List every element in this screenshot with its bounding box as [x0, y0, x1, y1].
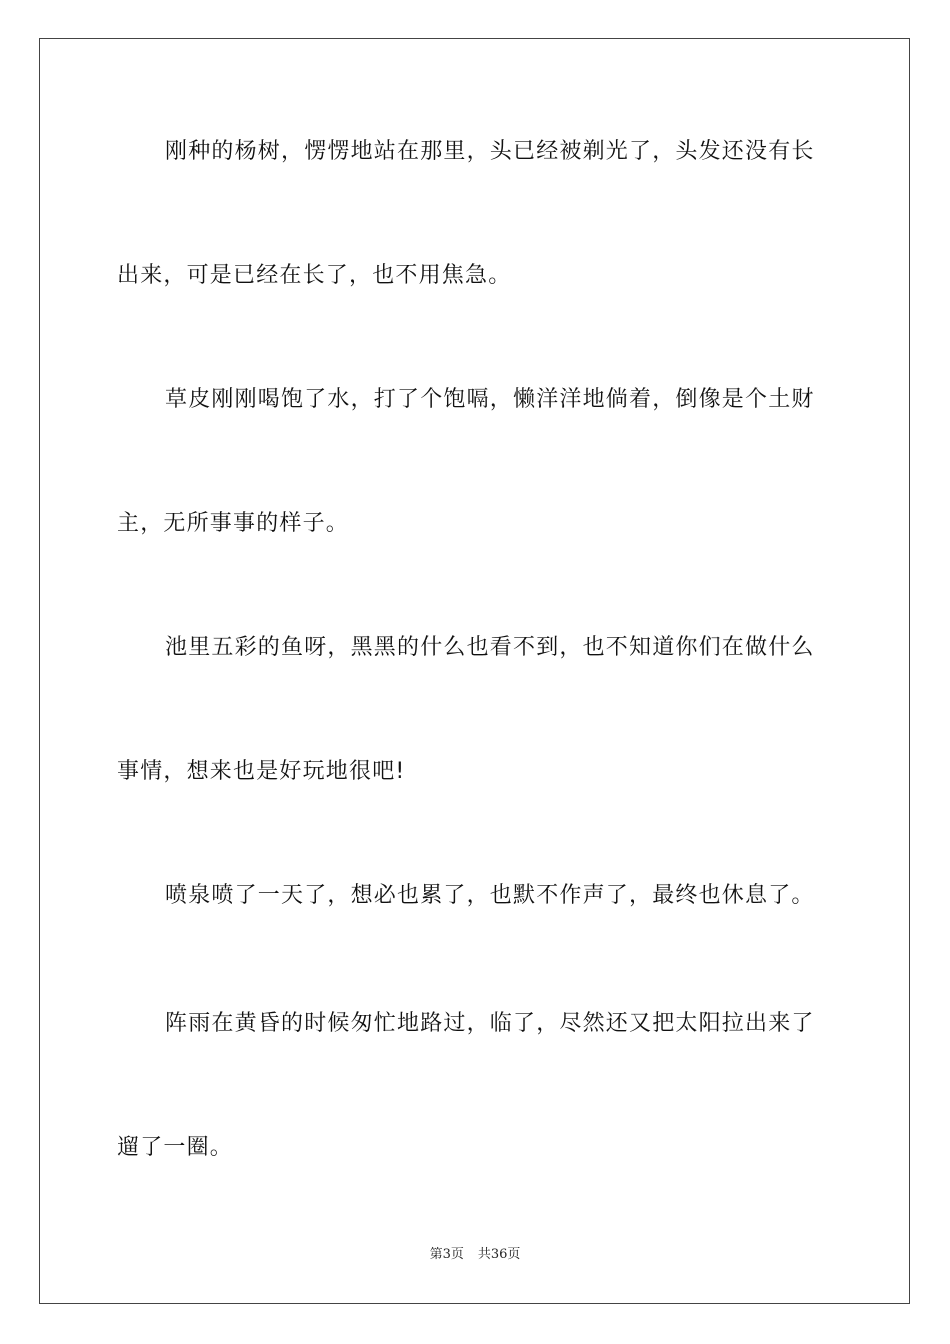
paragraph-4-line-1: 喷泉喷了一天了，想必也累了，也默不作声了，最终也休息了。	[165, 883, 815, 908]
paragraph-3-line-1: 池里五彩的鱼呀，黑黑的什么也看不到，也不知道你们在做什么	[165, 635, 815, 660]
page-footer	[0, 1246, 950, 1264]
paragraph-2-line-2: 主，无所事事的样子。	[117, 511, 350, 536]
paragraph-5-line-2: 遛了一圈。	[117, 1135, 234, 1160]
paragraph-3-line-2: 事情，想来也是好玩地很吧!	[117, 759, 406, 784]
page-frame	[39, 38, 910, 1304]
page-number: 第3页	[429, 1247, 464, 1262]
paragraph-1-line-2: 出来，可是已经在长了，也不用焦急。	[117, 263, 512, 288]
paragraph-2-line-1: 草皮刚刚喝饱了水，打了个饱嗝，懒洋洋地倘着，倒像是个土财	[165, 387, 815, 412]
paragraph-5-line-1: 阵雨在黄昏的时候匆忙地路过，临了，尽然还又把太阳拉出来了	[165, 1011, 815, 1036]
total-pages: 共36页	[477, 1247, 521, 1262]
paragraph-1-line-1: 刚种的杨树，愣愣地站在那里，头已经被剃光了，头发还没有长	[165, 139, 815, 164]
